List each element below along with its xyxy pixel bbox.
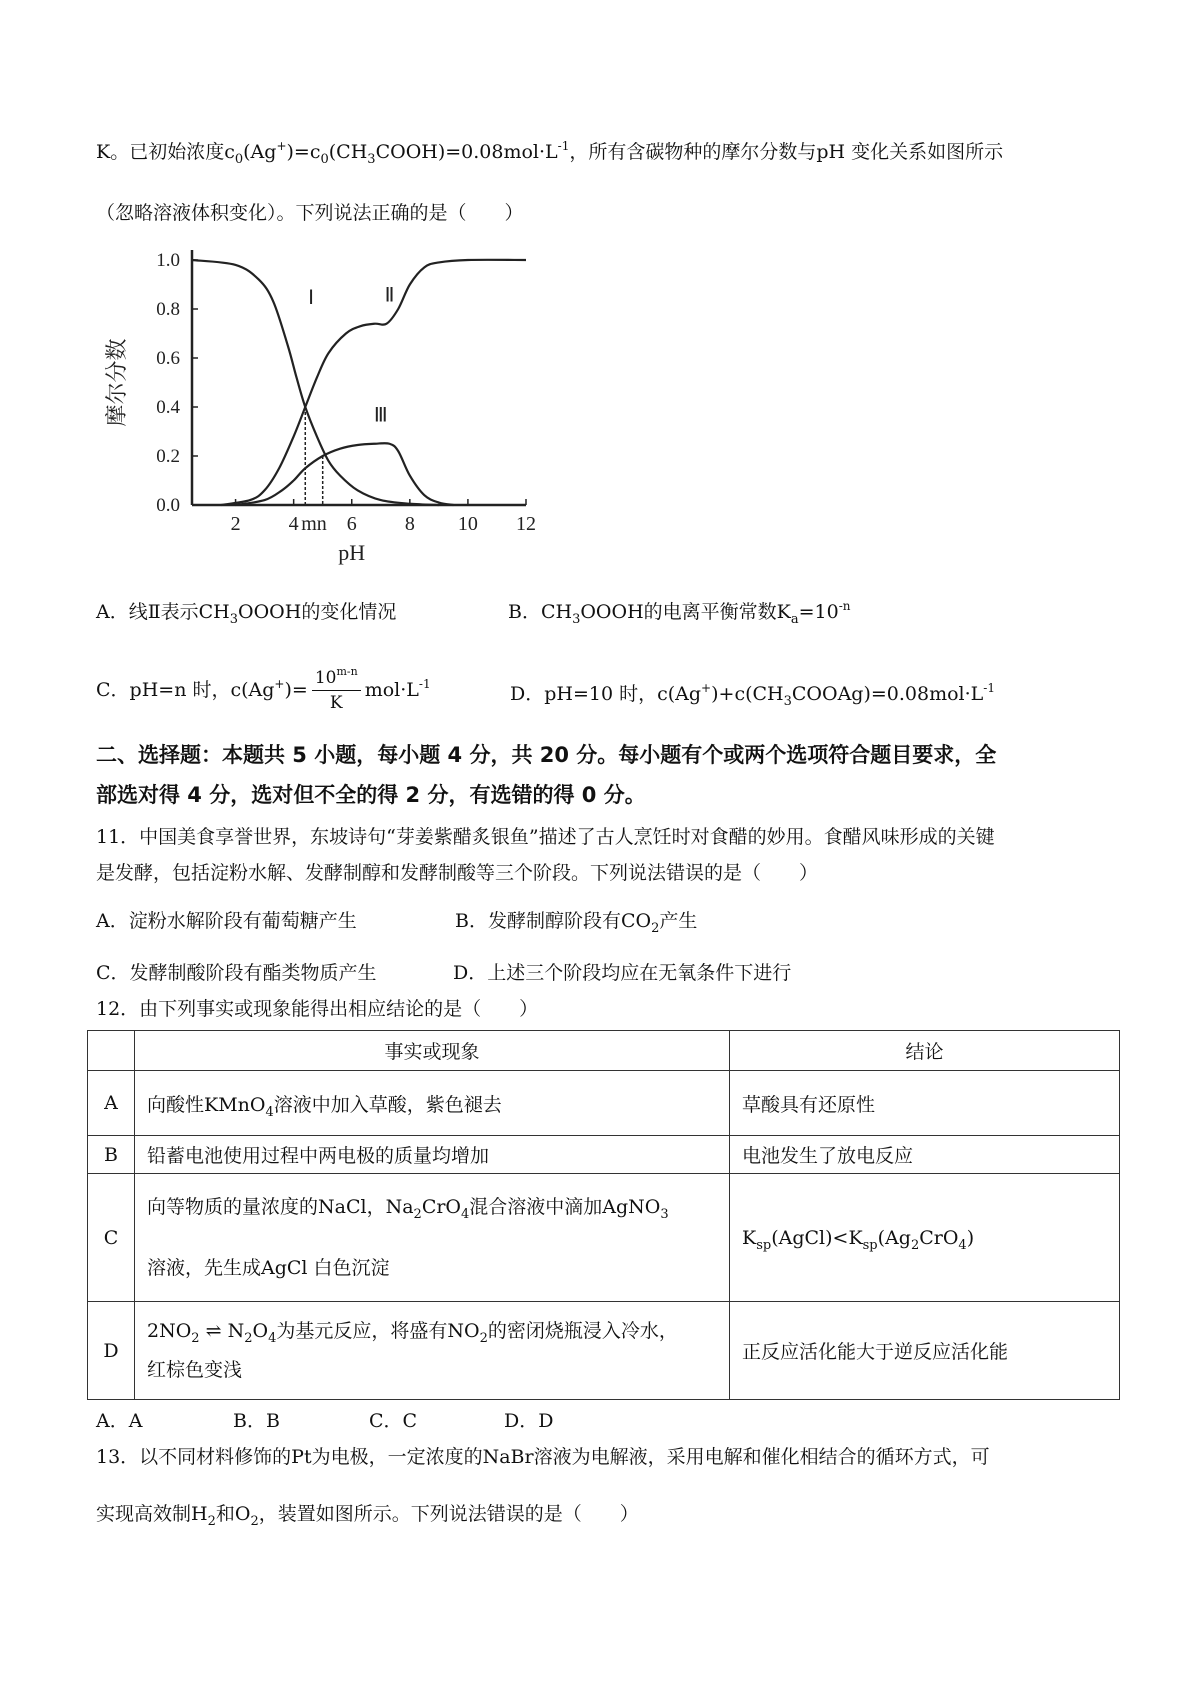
table-row: C 向等物质的量浓度的NaCl，$Na_2CrO_4$混合溶液中滴加AgNO$_3$ 溶液，先生成AgCl 白色沉淀 $K_{sp}(AgCl)<K_{sp}(Ag_2CrO_4)$ [88,1174,1120,1302]
chart-labels [104,250,536,565]
y-tick-label: 0.2 [156,446,180,467]
q11-option-d[interactable]: D．上述三个阶段均应在无氧条件下进行 [453,962,792,984]
series-line-3 [236,443,454,505]
x-tick-label: 12 [516,513,536,535]
q13-stem-line1: 13．以不同材料修饰的Pt为电极，一定浓度的NaBr溶液为电解液，采用电解和催化相结合的循环方式，可 [96,1446,990,1468]
chart-axes [192,250,526,505]
table-row: A 向酸性KMnO$_4$溶液中加入草酸，紫色褪去 草酸具有还原性 [88,1071,1120,1136]
fact-cell: 向等物质的量浓度的NaCl，$Na_2CrO_4$混合溶液中滴加AgNO$_3$ 溶液，先生成AgCl 白色沉淀 [135,1174,730,1302]
mole-fraction-chart [96,235,556,580]
chart-series [192,260,526,505]
header-fact: 事实或现象 [135,1031,730,1071]
y-axis-label: 摩尔分数 [104,338,129,427]
y-tick-label: 0.0 [156,495,180,516]
y-tick-label: 0.8 [156,299,180,320]
x-axis-label: pH [338,540,366,565]
q10-stem-line2: （忽略溶液体积变化）。下列说法正确的是（ ） [96,202,524,224]
y-tick-label: 0.4 [156,397,180,418]
q11-stem-line2: 是发酵，包括淀粉水解、发酵制醇和发酵制酸等三个阶段。下列说法错误的是（ ） [96,862,819,884]
q10-option-d[interactable]: D．pH=10 时，$c(Ag^+)+c(CH_3COOAg)=0.08mol\cdot L^{-1}$ [510,681,995,709]
table-header-row [88,1031,1120,1071]
series-label: Ⅰ [308,287,315,310]
conclusion-cell: 草酸具有还原性 [730,1071,1120,1136]
q12-table [87,1030,1120,1400]
x-tick-label: 10 [457,513,478,535]
q12-choice-a[interactable]: A．A [96,1410,143,1432]
q10-option-b[interactable]: B．$CH_3OOOH$的电离平衡常数$K_a=10^{-n}$ [508,599,851,627]
marker-label-mn: mn [301,513,327,535]
q12-choice-c[interactable]: C．C [369,1410,418,1432]
q12-choice-b[interactable]: B．B [233,1410,280,1432]
y-tick-label: 1.0 [156,250,180,271]
q10-option-c[interactable]: C．pH=n 时，c(Ag+)= $\frac{10^{m-n}}{K}$ $mol\cdot L^{-1}$ [96,665,431,714]
fact-cell: $2NO_2$ ⇌ $N_2O_4$为基元反应，将盛有$NO_2$的密闭烧瓶浸入冷水， 红棕色变浅 [135,1302,730,1400]
header-conclusion: 结论 [730,1031,1120,1071]
q10-option-a[interactable]: A．线Ⅱ表示$CH_3OOOH$的变化情况 [96,601,397,627]
x-tick-label: 2 [230,513,241,535]
q11-option-c[interactable]: C．发酵制酸阶段有酯类物质产生 [96,962,377,984]
y-tick-label: 0.6 [156,348,180,369]
section2-title-line2: 部选对得 4 分，选对但不全的得 2 分，有选错的得 0 分。 [96,783,646,807]
table-row: B 铅蓄电池使用过程中两电极的质量均增加 电池发生了放电反应 [88,1136,1120,1174]
conclusion-cell: $K_{sp}(AgCl)<K_{sp}(Ag_2CrO_4)$ [730,1174,1120,1302]
section2-title-line1: 二、选择题：本题共 5 小题，每小题 4 分，共 20 分。每小题有个或两个选项符合题目要求，全 [96,743,997,767]
series-line-2 [221,260,526,505]
fact-cell: 向酸性KMnO$_4$溶液中加入草酸，紫色褪去 [135,1071,730,1136]
x-tick-label: 6 [346,513,357,535]
conclusion-cell: 正反应活化能大于逆反应活化能 [730,1302,1120,1400]
chart-ticks [192,260,526,505]
q11-option-a[interactable]: A．淀粉水解阶段有葡萄糖产生 [96,910,357,932]
q13-stem-line2: 实现高效制$H_2$和$O_2$，装置如图所示。下列说法错误的是（ ） [96,1503,639,1529]
table-row: D $2NO_2$ ⇌ $N_2O_4$为基元反应，将盛有$NO_2$的密闭烧瓶浸入冷水， 红棕色变浅 正反应活化能大于逆反应活化能 [88,1302,1120,1400]
q11-option-b[interactable]: B．发酵制醇阶段有$CO_2$产生 [455,910,698,936]
fraction: $\frac{10^{m-n}}{K}$ [312,668,361,714]
q11-stem-line1: 11．中国美食享誉世界，东坡诗句“芽姜紫醋炙银鱼”描述了古人烹饪时对食醋的妙用。食醋风味形成的关键 [96,826,995,848]
conclusion-cell: 电池发生了放电反应 [730,1136,1120,1174]
q10-stem-line1: K。已初始浓度$c_0(Ag^+)=c_0(CH_3COOH)=0.08mol\cdot L^{-1}$，所有含碳物种的摩尔分数与pH 变化关系如图所示 [96,139,1004,167]
series-label: Ⅱ [384,284,395,307]
x-tick-label: 8 [404,513,415,535]
q12-choice-d[interactable]: D．D [504,1410,554,1432]
q12-stem: 12．由下列事实或现象能得出相应结论的是（ ） [96,998,539,1020]
series-label: Ⅲ [373,404,388,427]
fact-cell: 铅蓄电池使用过程中两电极的质量均增加 [135,1136,730,1174]
x-tick-label: 4 [288,513,299,535]
